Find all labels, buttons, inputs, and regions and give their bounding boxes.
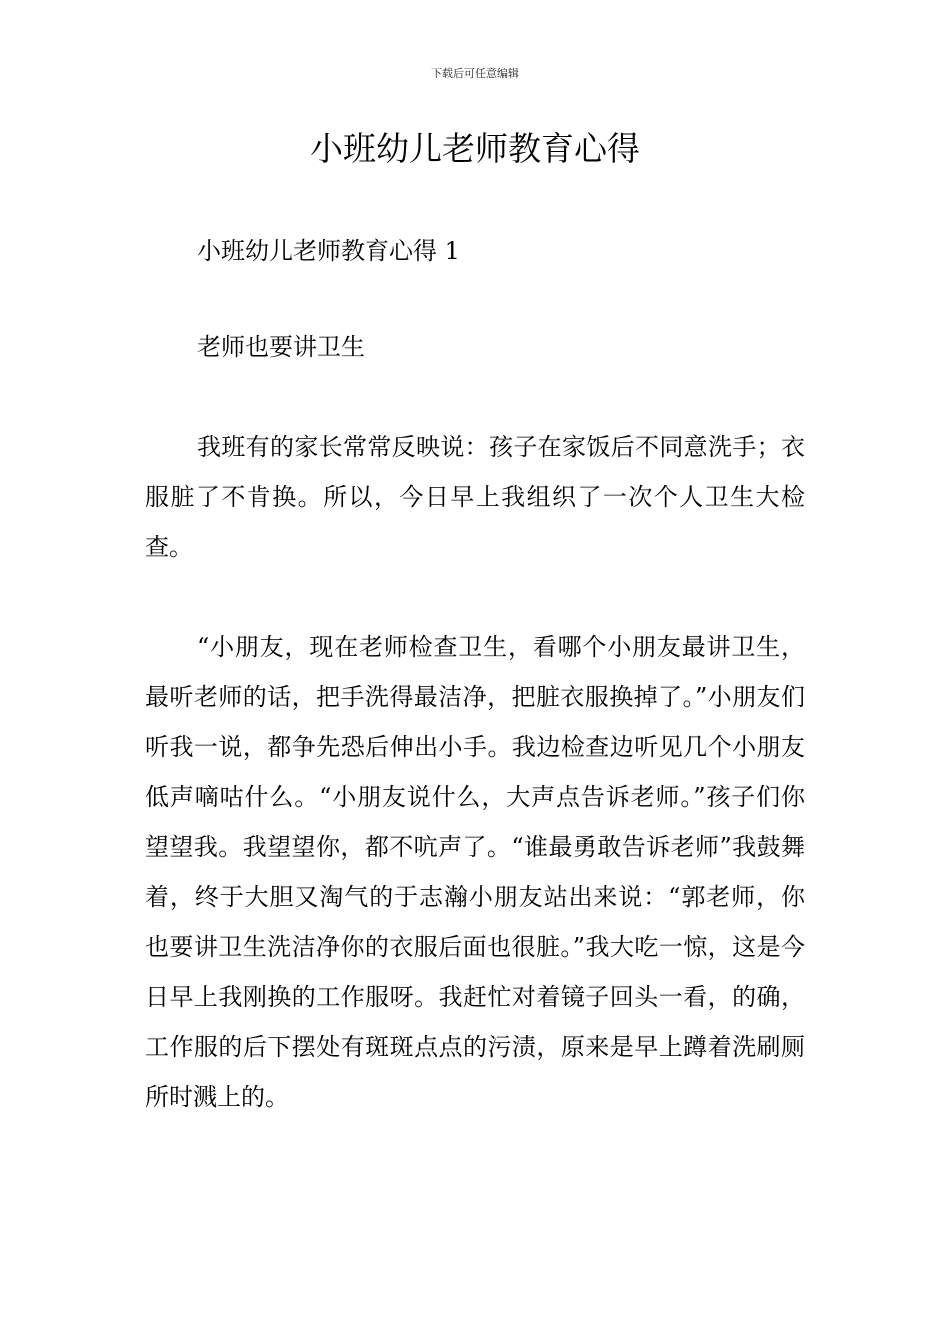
document-title: 小班幼儿老师教育心得 bbox=[310, 129, 640, 168]
header-note: 下载后可任意编辑 bbox=[431, 67, 519, 80]
paragraph-1: 我班有的家长常常反映说：孩子在家饭后不同意洗手；衣服脏了不肯换。所以，今日早上我组织了一次个人卫生大检查。 bbox=[145, 433, 805, 561]
paragraph-2: “小朋友，现在老师检查卫生，看哪个小朋友最讲卫生，最听老师的话，把手洗得最洁净，把脏衣服换掉了。”小朋友们听我一说，都争先恐后伸出小手。我边检查边听见几个小朋友低声嘀咕什么。“小朋友说什么，大声点告诉老师。”孩子们你望望我。我望望你，都不吭声了。“谁最勇敢告诉老师”我鼓舞着，终于大胆又淘气的于志瀚小朋友站出来说：“郭老师，你也要讲卫生洗洁净你的衣服后面也很脏。”我大吃一惊，这是今日早上我刚换的工作服呀。我赶忙对着镜子回头一看，的确，工作服的后下摆处有斑斑点点的污渍，原来是早上蹲着洗刷厕所时溅上的。 bbox=[145, 633, 805, 1111]
section-heading: 小班幼儿老师教育心得 1 bbox=[197, 237, 460, 265]
subheading: 老师也要讲卫生 bbox=[197, 333, 365, 361]
